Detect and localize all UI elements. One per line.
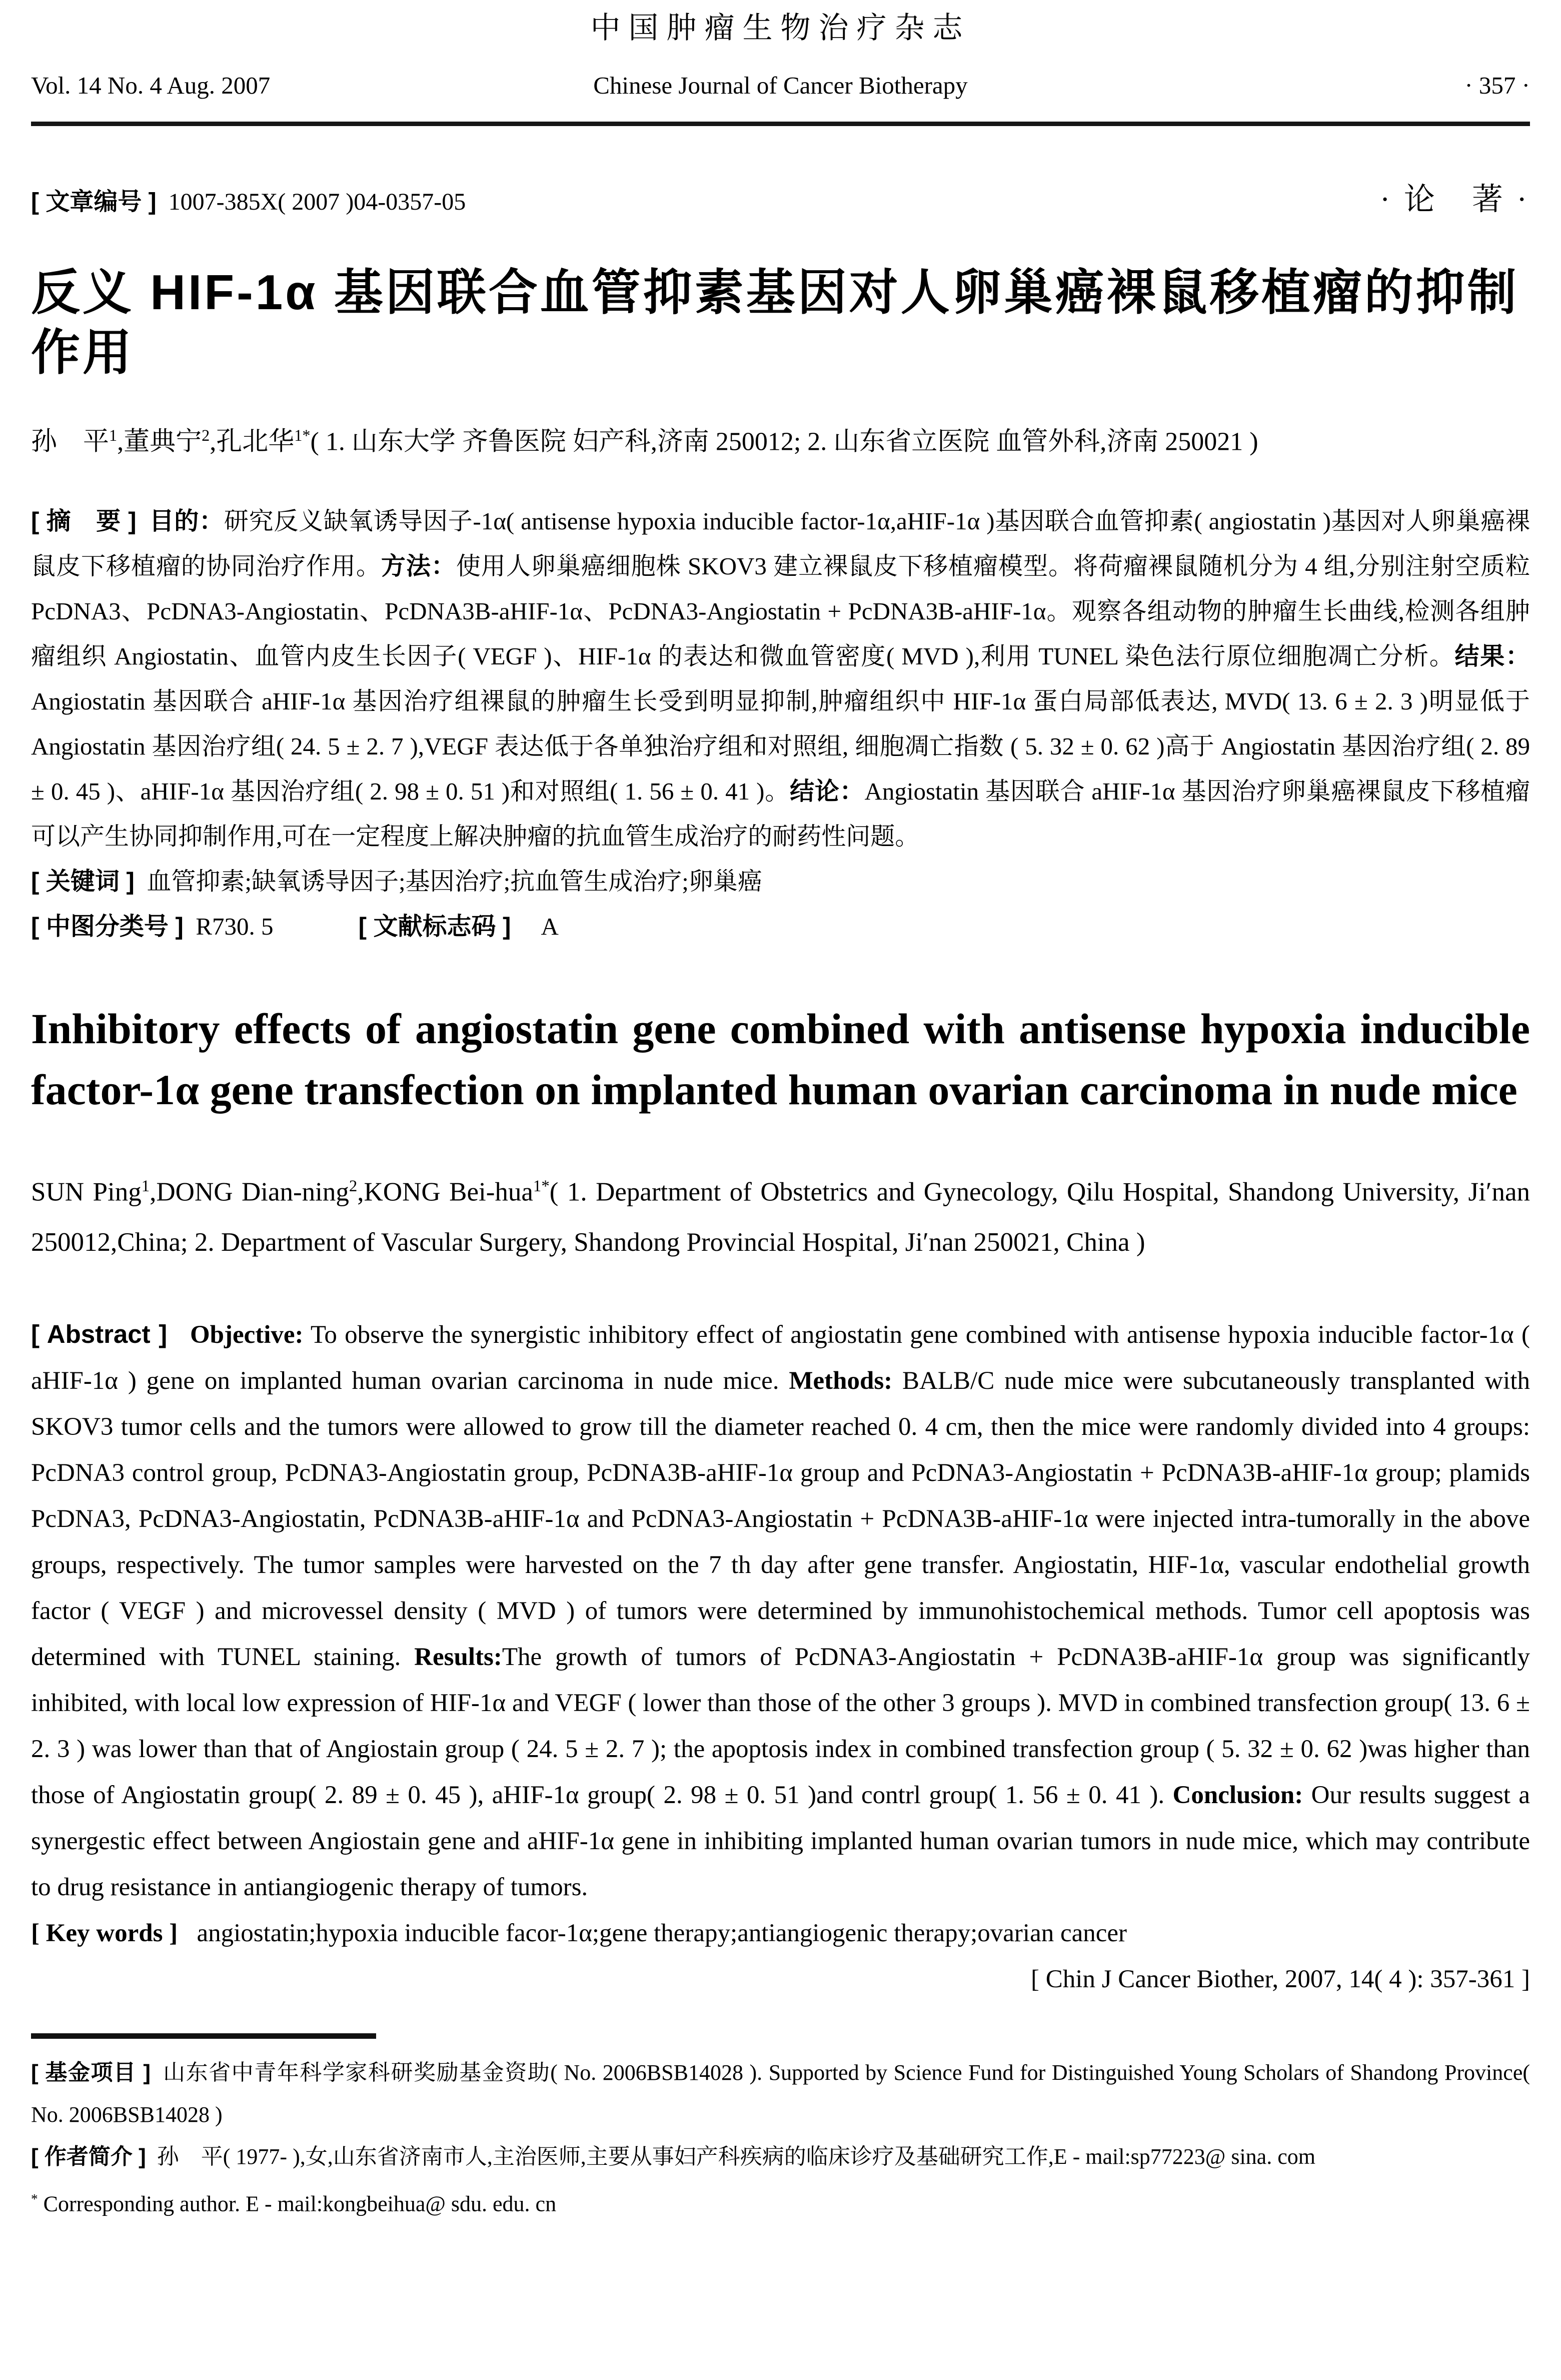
results-text-en: The growth of tumors of PcDNA3-Angiostatin + PcDNA3B-aHIF-1α group was significantly inhibited, with local low expression of HIF-1α and VEGF ( lower than those of the other 3 groups ). MVD in combined transfection group( 13. 6 ± 2. 3 ) was lower than that of Angiostain group ( 24. 5 ± 2. 7 ); the apoptosis index in combined transfection group ( 5. 32 ± 0. 62 )was higher than those of Angiostatin group( 2. 89 ± 0. 45 ), aHIF-1α group( 2. 98 ± 0. 51 )and contrl group( 1. 56 ± 0. 41 ). [31, 1643, 1530, 1810]
author-superscript: 1* [533, 1177, 550, 1196]
author-superscript: 1 [109, 426, 118, 445]
abstract-en [31, 1311, 1530, 1910]
results-text-cn: Angiostatin 基因联合 aHIF-1α 基因治疗组裸鼠的肿瘤生长受到明显抑制,肿瘤组织中 HIF-1α 蛋白局部低表达, MVD( 13. 6 ± 2. 3 )明显低于 Angiostatin 基因治疗组( 24. 5 ± 2. 7 ),VEGF 表达低于各单独治疗组和对照组, 细胞凋亡指数 ( 5. 32 ± 0. 62 )高于 Angiostatin 基因治疗组( 2. 89 ± 0. 45 )、aHIF-1α 基因治疗组( 2. 98 ± 0. 51 )和对照组( 1. 56 ± 0. 41 )。 [31, 687, 1530, 806]
bio-text: 孙 平( 1977- ),女,山东省济南市人,主治医师,主要从事妇产科疾病的临床诊疗及基础研究工作,E - mail:sp77223@ sina. com [157, 2144, 1315, 2169]
author-superscript: 1* [294, 426, 311, 445]
clc-row [31, 904, 1530, 949]
clc-label: [ 中图分类号 ] [31, 913, 184, 941]
clc-value: R730. 5 [196, 913, 274, 941]
fund-label: [ 基金项目 ] [31, 2060, 151, 2085]
bio-label: [ 作者简介 ] [31, 2144, 146, 2169]
corresponding-footnote [31, 2178, 1530, 2225]
objective-text-en: To observe the synergistic inhibitory effect of angiostatin gene combined with antisense hypoxia inducible factor-1α ( aHIF-1α ) gene on implanted human ovarian carcinoma in nude mice. [31, 1321, 1530, 1395]
journal-title-cn: 中国肿瘤生物治疗杂志 [590, 12, 971, 45]
header-rule [31, 122, 1530, 126]
author-name-cn: ,孔北华 [210, 427, 295, 456]
conclusion-label-cn: 结论： [790, 778, 865, 806]
fund-text: 山东省中青年科学家科研奖励基金资助( No. 2006BSB14028 ). Supported by Science Fund for Distinguished Young Scholars of Shandong Province( No. 2006BSB14028 ) [31, 2060, 1530, 2127]
article-title-en: Inhibitory effects of angiostatin gene combined with antisense hypoxia inducible factor-1α gene transfection on implanted human ovarian carcinoma in nude mice [31, 1005, 1530, 1114]
citation: [ Chin J Cancer Biother, 2007, 14( 4 ): 357-361 ] [1031, 1965, 1530, 1994]
article-title-cn: 反义 HIF-1α 基因联合血管抑素基因对人卵巢癌裸鼠移植瘤的抑制作用 [31, 265, 1519, 380]
article-id [31, 182, 466, 217]
page-number: · 357 · [1464, 72, 1530, 99]
results-label-cn: 结果： [1454, 643, 1530, 670]
abstract-cn [31, 499, 1530, 859]
author-superscript: 1 [141, 1177, 150, 1196]
footnote-divider [31, 2033, 376, 2039]
volume-info: Vol. 14 No. 4 Aug. 2007 [31, 72, 271, 99]
doc-code-value: A [541, 913, 559, 941]
conclusion-text-en: Our results suggest a synergestic effect between Angiostain gene and aHIF-1α gene in inhibiting implanted human ovarian tumors in nude mice, which may contribute to drug resistance in antiangiogenic therapy of tumors. [31, 1781, 1530, 1902]
authors-en [31, 1161, 1530, 1267]
article-id-label: [ 文章编号 ] [31, 189, 157, 215]
corresponding-text: Corresponding author. E - mail:kongbeihua@ sdu. edu. cn [38, 2191, 557, 2216]
affiliation-cn: ( 1. 山东大学 齐鲁医院 妇产科,济南 250012; 2. 山东省立医院 血管外科,济南 250021 ) [310, 427, 1258, 456]
results-label-en: Results: [414, 1643, 502, 1672]
fund-footnote [31, 2052, 1530, 2136]
corresponding-asterisk: * [31, 2191, 38, 2207]
journal-header-row [31, 71, 1530, 100]
objective-text-cn: 研究反义缺氧诱导因子-1α( antisense hypoxia inducible factor-1α,aHIF-1α )基因联合血管抑素( angiostatin )基因对人卵巢癌裸鼠皮下移植瘤的协同治疗作用。 [31, 507, 1530, 580]
author-superscript: 2 [202, 426, 210, 445]
author-name-en: SUN Ping [31, 1178, 142, 1207]
methods-text-en: BALB/C nude mice were subcutaneously transplanted with SKOV3 tumor cells and the tumors were allowed to grow till the diameter reached 0. 4 cm, then the mice were randomly divided into 4 groups: PcDNA3 control group, PcDNA3-Angiostatin group, PcDNA3B-aHIF-1α group and PcDNA3-Angiostatin + PcDNA3B-aHIF-1α group; plamids PcDNA3, PcDNA3-Angiostatin, PcDNA3B-aHIF-1α and PcDNA3-Angiostatin + PcDNA3B-aHIF-1α were injected intra-tumorally in the above groups, respectively. The tumor samples were harvested on the 7 th day after gene transfer. Angiostatin, HIF-1α, vascular endothelial growth factor ( VEGF ) and microvessel density ( MVD ) of tumors were determined by immunohistochemical methods. Tumor cell apoptosis was determined with TUNEL staining. [31, 1367, 1530, 1672]
abstract-label-en: [ Abstract ] [31, 1320, 168, 1349]
author-name-cn: 孙 平 [31, 427, 110, 456]
keywords-label-cn: [ 关键词 ] [31, 868, 135, 896]
objective-label-en: Objective: [190, 1321, 304, 1349]
doc-code-label: [ 文献标志码 ] [358, 913, 511, 941]
conclusion-label-en: Conclusion: [1172, 1781, 1303, 1810]
authors-cn [31, 410, 1530, 467]
keywords-text-cn: 血管抑素;缺氧诱导因子;基因治疗;抗血管生成治疗;卵巢癌 [147, 868, 762, 896]
methods-text-cn: 使用人卵巢癌细胞株 SKOV3 建立裸鼠皮下移植瘤模型。将荷瘤裸鼠随机分为 4 组,分别注射空质粒 PcDNA3、PcDNA3-Angiostatin、PcDNA3B-aHIF-1α、PcDNA3-Angiostatin + PcDNA3B-aHIF-1α。观察各组动物的肿瘤生长曲线,检测各组肿瘤组织 Angiostatin、血管内皮生长因子( VEGF )、HIF-1α 的表达和微血管密度( MVD ),利用 TUNEL 染色法行原位细胞凋亡分析。 [31, 552, 1530, 670]
bio-footnote [31, 2136, 1530, 2178]
article-id-value: 1007-385X( 2007 )04-0357-05 [168, 189, 466, 215]
methods-label-cn: 方法： [381, 553, 456, 580]
keywords-label-en: [ Key words ] [31, 1919, 178, 1948]
column-mark: · 论 著 · [1379, 183, 1530, 217]
author-superscript: 2 [349, 1177, 358, 1196]
footnotes [31, 2052, 1530, 2225]
article-id-row [31, 174, 1530, 219]
conclusion-text-cn: Angiostatin 基因联合 aHIF-1α 基因治疗卵巢癌裸鼠皮下移植瘤可以产生协同抑制作用,可在一定程度上解决肿瘤的抗血管生成治疗的耐药性问题。 [31, 777, 1530, 851]
objective-label-cn: 目的： [149, 508, 224, 535]
keywords-text-en: angiostatin;hypoxia inducible facor-1α;gene therapy;antiangiogenic therapy;ovarian cancer [197, 1919, 1127, 1948]
abstract-label-cn: [ 摘 要 ] [31, 508, 137, 535]
affiliation-en: ( 1. Department of Obstetrics and Gynecology, Qilu Hospital, Shandong University, Ji′nan 250012,China; 2. Department of Vascular Surgery, Shandong Provincial Hospital, Ji′nan 250021, China ) [31, 1178, 1530, 1257]
methods-label-en: Methods: [789, 1367, 893, 1395]
keywords-cn [31, 859, 1530, 904]
keywords-en [31, 1910, 1530, 1956]
author-name-cn: ,董典宁 [117, 427, 202, 456]
author-name-en: ,DONG Dian-ning [150, 1178, 349, 1207]
journal-title-en: Chinese Journal of Cancer Biotherapy [593, 72, 968, 99]
author-name-en: ,KONG Bei-hua [357, 1178, 533, 1207]
